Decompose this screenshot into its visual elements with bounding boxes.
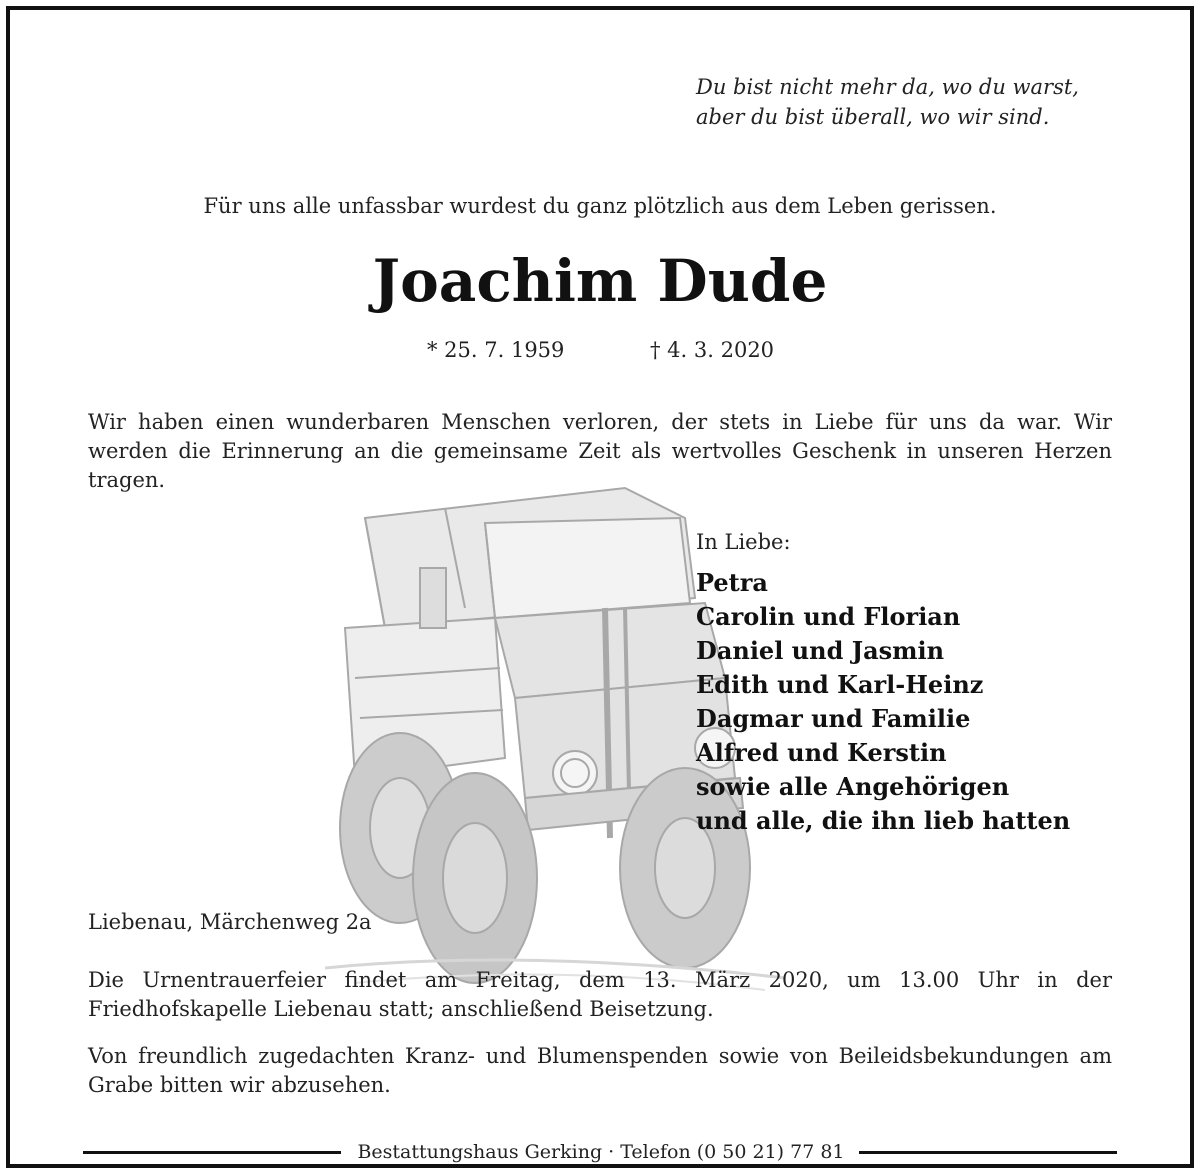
motto-quote xyxy=(696,72,1079,132)
motto-line-1: Du bist nicht mehr da, wo du warst, xyxy=(696,75,1079,99)
deceased-name: Joachim Dude xyxy=(372,247,828,315)
love-label: In Liebe: xyxy=(696,530,791,554)
mourners-list xyxy=(696,566,1070,838)
mourner-name: Petra xyxy=(696,568,768,597)
mourner-name: Edith und Karl-Heinz xyxy=(696,670,984,699)
flowers-note: Von freundlich zugedachten Kranz- und Blumenspenden sowie von Beileidsbekundungen am Grabe bitten wir abzusehen. xyxy=(88,1044,1112,1097)
funeral-home-info: Bestattungshaus Gerking · Telefon (0 50 21) 77 81 xyxy=(357,1141,845,1163)
intro-text: Für uns alle unfassbar wurdest du ganz plötzlich aus dem Leben gerissen. xyxy=(203,194,997,218)
mourner-name: sowie alle Angehörigen xyxy=(696,772,1010,801)
body-text: Wir haben einen wunderbaren Menschen verloren, der stets in Liebe für uns da war. Wir werden die Erinnerung an die gemeinsame Zeit als wertvolles Geschenk in unseren Herzen tragen. xyxy=(88,410,1112,492)
mourner-name: Alfred und Kerstin xyxy=(696,738,947,767)
birth-date: * 25. 7. 1959 xyxy=(427,338,565,362)
mourner-name: Daniel und Jasmin xyxy=(696,636,945,665)
ceremony-text: Die Urnentrauerfeier findet am Freitag, dem 13. März 2020, um 13.00 Uhr in der Friedhofskapelle Liebenau statt; anschließend Beisetzung. xyxy=(88,968,1112,1021)
footer-rule-left xyxy=(83,1151,341,1154)
footer xyxy=(0,1140,1200,1164)
death-date: † 4. 3. 2020 xyxy=(650,338,775,362)
mourner-name: Carolin und Florian xyxy=(696,602,961,631)
address: Liebenau, Märchenweg 2a xyxy=(88,910,372,934)
mourner-name: Dagmar und Familie xyxy=(696,704,971,733)
mourner-name: und alle, die ihn lieb hatten xyxy=(696,806,1071,835)
footer-rule-right xyxy=(859,1151,1117,1154)
motto-line-2: aber du bist überall, wo wir sind. xyxy=(696,105,1050,129)
